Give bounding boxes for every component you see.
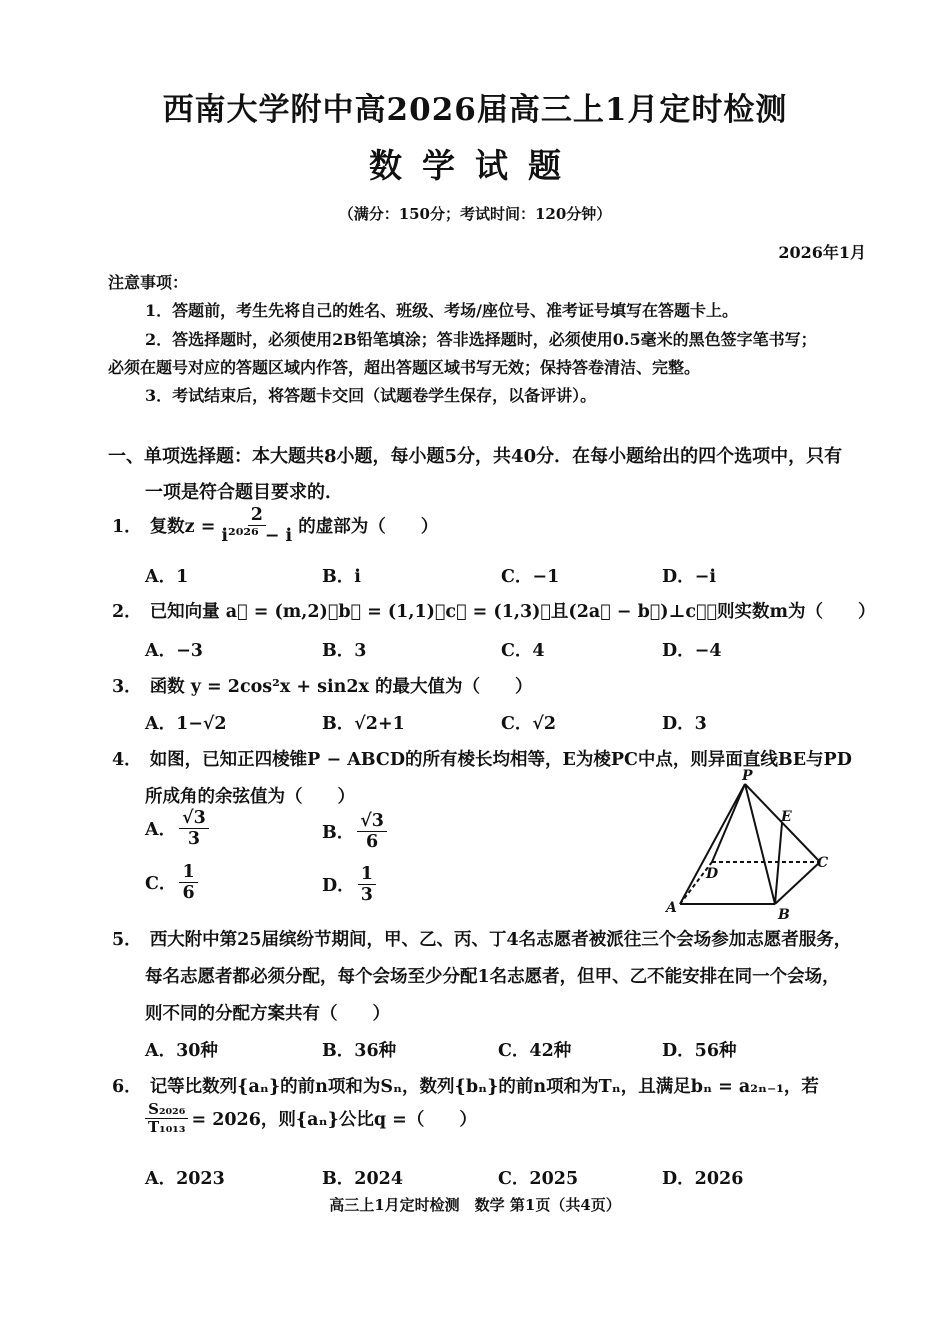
q4-option-b — [322, 811, 390, 852]
q4-option-b-den: 6 — [366, 832, 379, 853]
question-3-text: 函数 y = 2cos²x + sin2x 的最大值为（ ） — [149, 677, 533, 697]
question-4-line1: 如图，已知正四棱锥P − ABCD的所有棱长均相等，E为棱PC中点，则异面直线BE与PD — [149, 750, 852, 770]
q4-option-a-den: 3 — [187, 829, 201, 850]
q5-option-a: A．30种 — [145, 1041, 218, 1061]
q4-option-d — [322, 864, 379, 905]
question-1-fraction — [218, 505, 295, 546]
question-2-number: 2． — [112, 602, 142, 622]
question-1-frac-num: 2 — [248, 505, 266, 526]
q5-option-b: B．36种 — [322, 1041, 397, 1061]
score-info: （满分：150分；考试时间：120分钟） — [338, 205, 612, 223]
q3-option-c: C．√2 — [501, 714, 557, 734]
page-footer: 高三上1月定时检测 数学 第1页（共4页） — [329, 1196, 621, 1214]
label-a: A — [666, 900, 677, 916]
q1-option-c: C．−1 — [501, 567, 560, 587]
question-6 — [112, 1073, 819, 1098]
q4-option-b-fraction — [357, 811, 387, 852]
label-p: P — [742, 768, 753, 784]
q3-option-b: B．√2+1 — [322, 714, 405, 734]
question-4-number: 4． — [112, 750, 142, 770]
q3-option-d: D．3 — [662, 714, 707, 734]
section-1-heading-cont: 一项是符合题目要求的． — [145, 482, 343, 503]
q4-option-a-label: A． — [145, 820, 177, 841]
question-5-line3: 则不同的分配方案共有（ ） — [145, 1004, 390, 1024]
q2-option-d: D．−4 — [662, 641, 722, 661]
question-1-pre: 复数z = — [149, 517, 216, 538]
question-1-frac-den: i²⁰²⁶ − i — [221, 526, 293, 547]
edge-pd — [712, 784, 745, 862]
exam-title: 西南大学附中高2026届高三上1月定时检测 — [162, 92, 788, 128]
question-1 — [112, 505, 438, 546]
q1-option-b: B．i — [322, 567, 361, 587]
q6-option-a: A．2023 — [145, 1169, 225, 1189]
q2-option-a: A．−3 — [145, 641, 203, 661]
question-6-fraction — [145, 1101, 188, 1137]
q1-option-a: A．1 — [145, 567, 189, 587]
question-6-number: 6． — [112, 1077, 142, 1097]
q3-option-a: A．1−√2 — [145, 714, 227, 734]
question-6-frac-num: S₂₀₂₆ — [145, 1101, 188, 1119]
q4-option-d-fraction — [358, 864, 376, 905]
question-5 — [112, 926, 851, 951]
question-1-number: 1． — [112, 517, 142, 538]
q4-option-b-num: √3 — [357, 811, 387, 832]
question-6-line2 — [142, 1101, 477, 1137]
pyramid-figure — [660, 768, 840, 923]
note-item-1: 1．答题前，考生先将自己的姓名、班级、考场/座位号、准考证号填写在答题卡上。 — [145, 301, 738, 320]
question-5-line2: 每名志愿者都必须分配，每个会场至少分配1名志愿者，但甲、乙不能安排在同一个会场， — [145, 967, 840, 987]
label-e: E — [781, 809, 792, 825]
subject-title: 数学试题 — [369, 146, 581, 185]
q6-option-b: B．2024 — [322, 1169, 403, 1189]
q4-option-c-num: 1 — [179, 862, 197, 883]
question-6-line2-post: = 2026，则{aₙ}公比q =（ ） — [191, 1110, 477, 1131]
edge-pa — [680, 784, 745, 904]
note-item-2-cont: 必须在题号对应的答题区域内作答，超出答题区域书写无效；保持答卷清洁、完整。 — [108, 358, 701, 377]
q6-option-d: D．2026 — [662, 1169, 744, 1189]
question-4-line2: 所成角的余弦值为（ ） — [145, 787, 355, 807]
edge-bc — [775, 862, 820, 904]
q4-option-b-label: B． — [322, 823, 355, 844]
note-item-2: 2．答选择题时，必须使用2B铅笔填涂；答非选择题时，必须使用0.5毫米的黑色签字笔书写； — [145, 330, 817, 349]
q4-option-c — [145, 862, 201, 903]
question-5-line1: 西大附中第25届缤纷节期间，甲、乙、丙、丁4名志愿者被派往三个会场参加志愿者服务， — [149, 930, 852, 950]
q4-option-d-label: D． — [322, 876, 355, 897]
q2-option-b: B．3 — [322, 641, 367, 661]
section-1-heading: 一、单项选择题：本大题共8小题，每小题5分，共40分．在每小题给出的四个选项中，只有 — [108, 446, 843, 467]
q5-option-d: D．56种 — [662, 1041, 737, 1061]
q4-option-a-num: √3 — [179, 808, 209, 829]
label-b: B — [778, 907, 790, 923]
label-c: C — [817, 855, 829, 871]
q6-option-c: C．2025 — [498, 1169, 579, 1189]
edge-pb — [745, 784, 775, 904]
q4-option-c-label: C． — [145, 874, 177, 895]
question-2-text: 已知向量 a⃗ = (m,2)，b⃗ = (1,1)，c⃗ = (1,3)，且(2a⃗ − b⃗)⊥c⃗，则实数m为（ ） — [149, 602, 876, 622]
q4-option-d-num: 1 — [358, 864, 376, 885]
question-3 — [112, 673, 533, 698]
question-1-post: 的虚部为（ ） — [298, 517, 439, 538]
question-2 — [112, 598, 876, 623]
note-item-3: 3．考试结束后，将答题卡交回（试题卷学生保存，以备评讲）。 — [145, 386, 597, 405]
label-d: D — [706, 866, 719, 882]
q4-option-c-den: 6 — [182, 883, 195, 904]
q4-option-d-den: 3 — [360, 885, 373, 906]
q4-option-a-fraction — [179, 808, 209, 849]
segment-be — [775, 823, 782, 904]
q2-option-c: C．4 — [501, 641, 545, 661]
question-3-number: 3． — [112, 677, 142, 697]
q4-option-a — [145, 808, 212, 849]
q4-option-c-fraction — [179, 862, 197, 903]
question-5-number: 5． — [112, 930, 142, 950]
exam-date: 2026年1月 — [778, 243, 866, 262]
question-6-frac-den: T₁₀₁₃ — [148, 1118, 186, 1137]
notes-heading: 注意事项： — [108, 273, 189, 292]
question-6-line1: 记等比数列{aₙ}的前n项和为Sₙ，数列{bₙ}的前n项和为Tₙ，且满足bₙ = a₂ₙ₋₁，若 — [149, 1077, 819, 1097]
q5-option-c: C．42种 — [498, 1041, 572, 1061]
q1-option-d: D．−i — [662, 567, 716, 587]
